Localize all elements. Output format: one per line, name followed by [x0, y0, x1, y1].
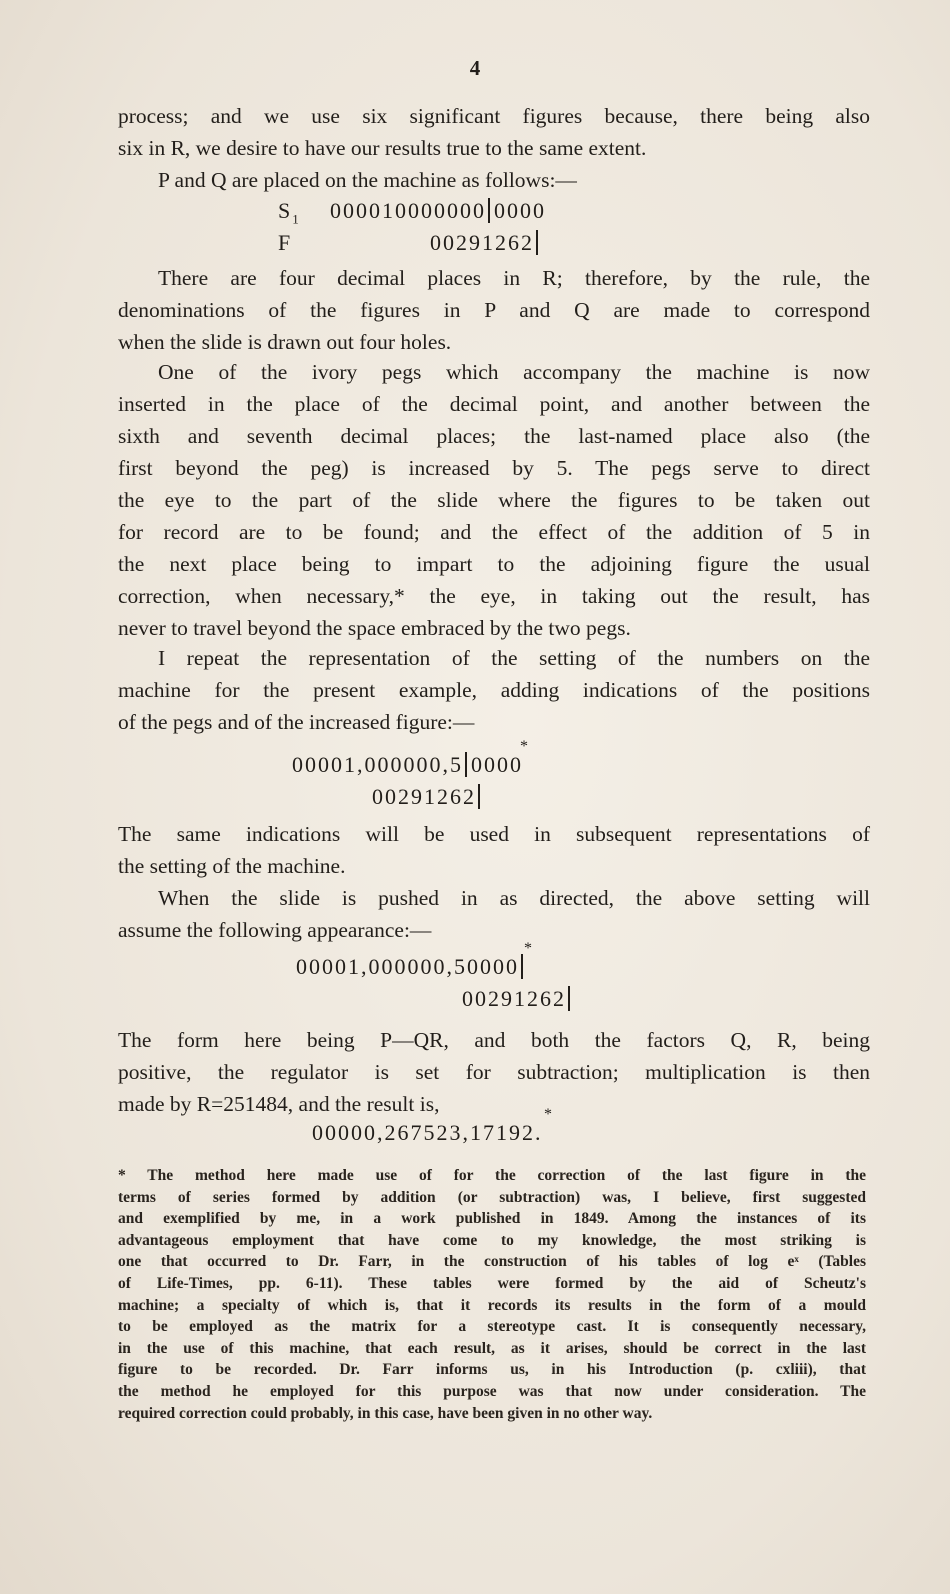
footnote-line: and exemplified by me, in a work published in 1849. Among the instances of its — [118, 1210, 866, 1228]
paragraph-5 — [118, 642, 870, 738]
setting-1-row-2-digits: 00291262 — [430, 230, 538, 255]
text-line: the setting of the machine. — [118, 854, 346, 878]
setting-2-row-2-digits: 00291262 — [372, 784, 480, 809]
text-line: process; and we use six significant figures because, there being also — [118, 104, 870, 128]
text-line: denominations of the figures in P and Q are made to correspond — [118, 298, 870, 322]
paragraph-1 — [118, 100, 870, 164]
text-line: The same indications will be used in subsequent representations of — [118, 822, 870, 846]
increased-figure-marker: * — [524, 940, 534, 957]
increased-figure-marker: * — [520, 738, 530, 755]
setting-2-left-digits: 00001,000000,5 — [292, 752, 467, 777]
footnote-line: terms of series formed by addition (or subtraction) was, I believe, first suggested — [118, 1188, 866, 1206]
text-line: of the pegs and of the increased figure:— — [118, 710, 475, 734]
text-line: positive, the regulator is set for subtraction; multiplication is then — [118, 1060, 870, 1084]
setting-2-right-digits: 0000 — [471, 752, 523, 777]
text-line: I repeat the representation of the setting of the numbers on the — [158, 646, 870, 670]
text-line: never to travel beyond the space embraced by the two pegs. — [118, 616, 631, 640]
text-line: for record are to be found; and the effect of the addition of 5 in — [118, 520, 870, 544]
setting-3-row-2 — [462, 986, 570, 1012]
page-number: 4 — [469, 56, 481, 80]
text-line: assume the following appearance:— — [118, 918, 432, 942]
setting-1-left-digits: 000010000000 — [330, 198, 490, 223]
text-line: There are four decimal places in R; therefore, by the rule, the — [158, 266, 870, 290]
footnote-line: the method he employed for this purpose was that now under consideration. The — [118, 1382, 866, 1400]
text-line: inserted in the place of the decimal point, and another between the — [118, 392, 870, 416]
setting-2-row-1 — [292, 738, 530, 778]
setting-1-row-1 — [278, 198, 546, 227]
text-line: when the slide is drawn out four holes. — [118, 330, 452, 354]
register-subscript: 1 — [292, 211, 301, 227]
footnote-line: * The method here made use of for the correction of the last figure in the — [118, 1167, 866, 1184]
footnote-line: figure to be recorded. Dr. Farr informs us, in his Introduction (p. cxliii), that — [118, 1361, 866, 1379]
text-line: P and Q are placed on the machine as follows:— — [158, 168, 577, 192]
footnote — [118, 1165, 866, 1424]
setting-2-row-2 — [372, 784, 480, 810]
text-line: six in R, we desire to have our results true to the same extent. — [118, 136, 647, 160]
footnote-line: advantageous employment that have come to my knowledge, the most striking is — [118, 1231, 866, 1249]
text-line: the eye to the part of the slide where the figures to be taken out — [118, 488, 870, 512]
paragraph-6 — [118, 818, 870, 882]
footnote-line: in the use of this machine, that each result, as it arises, should be correct in the last — [118, 1339, 866, 1357]
text-line: machine for the present example, adding indications of the positions — [118, 678, 870, 702]
paragraph-4 — [118, 356, 870, 644]
result-value-row — [312, 1106, 554, 1146]
text-line: One of the ivory pegs which accompany the machine is now — [158, 360, 870, 384]
footnote-line: required correction could probably, in this case, have been given in no other way. — [118, 1404, 653, 1422]
result-value: 00000,267523,17192. — [312, 1120, 543, 1145]
setting-3-row-1-digits: 00001,000000,50000 — [296, 954, 523, 979]
text-line: sixth and seventh decimal places; the last-named place also (the — [118, 424, 870, 448]
register-label-s: S — [278, 198, 293, 223]
text-line: first beyond the peg) is increased by 5. The pegs serve to direct — [118, 456, 870, 480]
paragraph-7 — [118, 882, 870, 946]
setting-1-right-digits: 0000 — [494, 198, 546, 223]
footnote-line: one that occurred to Dr. Farr, in the construction of his tables of log eˣ (Tables — [118, 1253, 866, 1271]
setting-3-row-2-digits: 00291262 — [462, 986, 570, 1011]
text-line: made by R=251484, and the result is, — [118, 1092, 440, 1116]
footnote-line: of Life-Times, pp. 6-11). These tables were formed by the aid of Scheutz's — [118, 1274, 866, 1292]
text-line: the next place being to impart to the adjoining figure the usual — [118, 552, 870, 576]
setting-3-row-1 — [296, 940, 534, 980]
text-line: The form here being P—QR, and both the factors Q, R, being — [118, 1028, 870, 1052]
paragraph-2 — [118, 164, 870, 196]
register-label-f: F — [278, 230, 293, 255]
text-line: When the slide is pushed in as directed, the above setting will — [158, 886, 870, 910]
text-line: correction, when necessary,* the eye, in taking out the result, has — [118, 584, 870, 608]
paragraph-8 — [118, 1024, 870, 1120]
increased-figure-marker: * — [544, 1106, 554, 1123]
footnote-line: machine; a specialty of which is, that it records its results in the form of a mould — [118, 1296, 866, 1314]
footnote-line: to be employed as the matrix for a stereotype cast. It is consequently necessary, — [118, 1318, 866, 1336]
setting-1-row-2 — [278, 230, 538, 256]
paragraph-3 — [118, 262, 870, 358]
